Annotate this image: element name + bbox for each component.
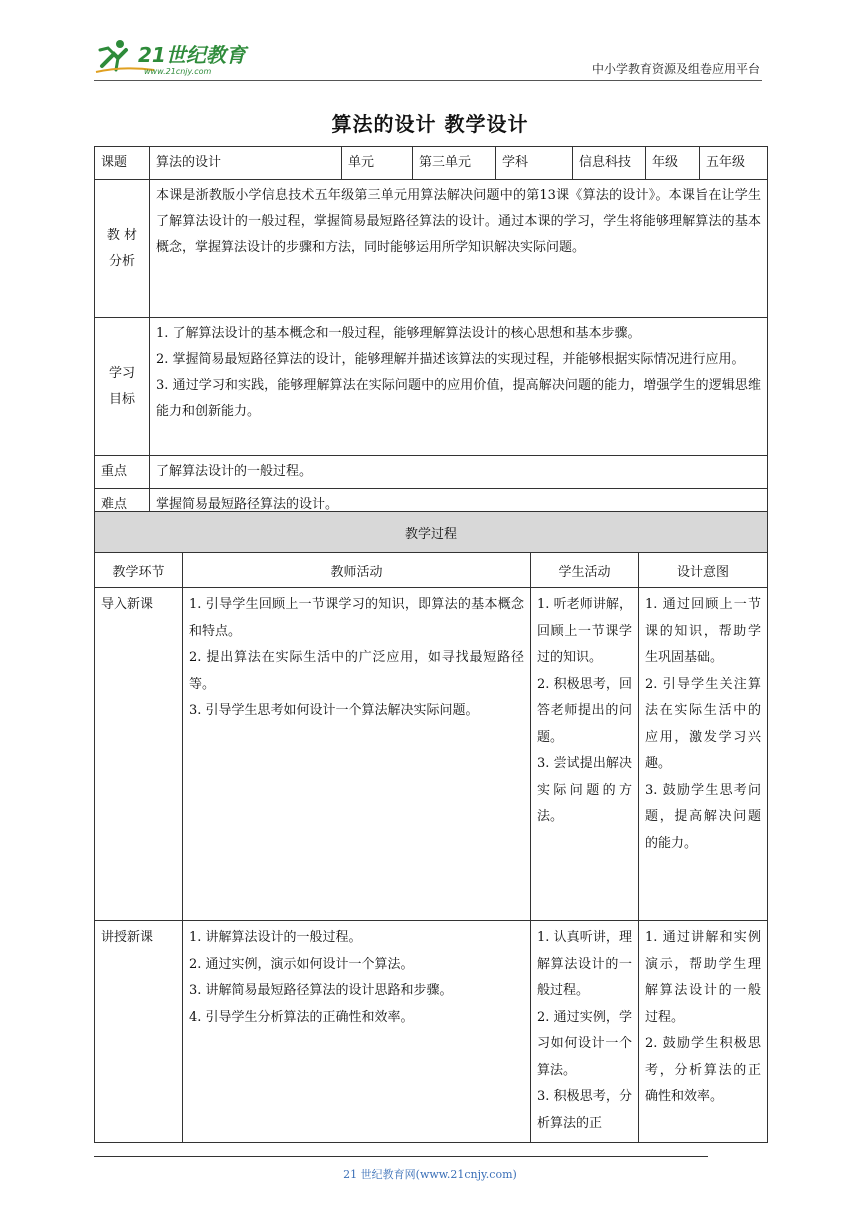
page-header bbox=[94, 36, 760, 80]
teacher-item: 1. 讲解算法设计的一般过程。 bbox=[189, 930, 362, 945]
analysis-text: 本课是浙教版小学信息技术五年级第三单元用算法解决问题中的第13课《算法的设计》。本课旨在让学生了解算法设计的一般过程，掌握简易最短路径算法的设计。通过本课的学习，学生将能够理解算法的基本概念，掌握算法设计的步骤和方法，同时能够运用所学知识解决实际问题。 bbox=[150, 180, 768, 318]
runner-logo-icon bbox=[94, 36, 264, 76]
teacher-item: 2. 通过实例，演示如何设计一个算法。 bbox=[189, 956, 414, 972]
teacher-activity-cell bbox=[183, 588, 531, 921]
student-item: 1. 认真听讲，理解算法设计的一般过程。 bbox=[537, 930, 632, 998]
student-item: 2. 积极思考，回答老师提出的问题。 bbox=[537, 676, 632, 745]
intent-item: 2. 引导学生关注算法在实际生活中的应用，激发学习兴趣。 bbox=[645, 676, 762, 771]
goal-item: 1. 了解算法设计的基本概念和一般过程，能够理解算法设计的核心思想和基本步骤。 bbox=[156, 326, 641, 341]
footer-link[interactable]: 21 世纪教育网(www.21cnjy.com) bbox=[343, 1168, 517, 1181]
student-item: 2. 通过实例，学习如何设计一个算法。 bbox=[537, 1009, 632, 1078]
key-row bbox=[95, 456, 768, 489]
analysis-row bbox=[95, 180, 768, 318]
platform-name: 中小学教育资源及组卷应用平台 bbox=[591, 62, 760, 76]
goals-row bbox=[95, 318, 768, 456]
process-row-lecture bbox=[95, 921, 768, 1143]
goal-item: 2. 掌握简易最短路径算法的设计，能够理解并描述该算法的实现过程，并能够根据实际情况进行应用。 bbox=[156, 352, 745, 367]
col-header-stage: 教学环节 bbox=[95, 553, 183, 588]
analysis-label: 教 材 分析 bbox=[95, 180, 150, 318]
intent-item: 3. 鼓励学生思考问题，提高解决问题的能力。 bbox=[645, 782, 762, 851]
teacher-item: 2. 提出算法在实际生活中的广泛应用，如寻找最短路径等。 bbox=[189, 650, 524, 692]
teaching-process-table bbox=[94, 511, 768, 1143]
label-course: 课题 bbox=[95, 147, 150, 180]
intent-item: 2. 鼓励学生积极思考，分析算法的正确性和效率。 bbox=[645, 1036, 762, 1104]
key-text: 了解算法设计的一般过程。 bbox=[150, 456, 768, 489]
info-row bbox=[95, 147, 768, 180]
document-title: 算法的设计 教学设计 bbox=[331, 112, 529, 136]
col-header-student: 学生活动 bbox=[531, 553, 639, 588]
goal-item: 3. 通过学习和实践，能够理解算法在实际问题中的应用价值，提高解决问题的能力，增强学生的逻辑思维能力和创新能力。 bbox=[156, 378, 761, 419]
teacher-activity-cell bbox=[183, 921, 531, 1143]
goals-label: 学习 目标 bbox=[95, 318, 150, 456]
label-unit: 单元 bbox=[342, 147, 413, 180]
goals-list bbox=[150, 318, 768, 456]
process-header-row bbox=[95, 553, 768, 588]
intent-item: 1. 通过回顾上一节课的知识，帮助学生巩固基础。 bbox=[645, 597, 762, 665]
header-divider bbox=[94, 80, 762, 81]
footer-divider bbox=[94, 1156, 708, 1157]
student-item: 3. 尝试提出解决实际问题的方法。 bbox=[537, 756, 632, 824]
process-row-intro bbox=[95, 588, 768, 921]
key-label: 重点 bbox=[95, 456, 150, 489]
label-subject: 学科 bbox=[496, 147, 573, 180]
label-grade: 年级 bbox=[646, 147, 700, 180]
col-header-intent: 设计意图 bbox=[639, 553, 768, 588]
student-activity-cell bbox=[531, 588, 639, 921]
logo-text: 21世纪教育 bbox=[138, 43, 246, 67]
course-value: 算法的设计 bbox=[150, 147, 342, 180]
site-logo[interactable] bbox=[94, 36, 264, 76]
student-item: 1. 听老师讲解，回顾上一节课学过的知识。 bbox=[537, 597, 632, 665]
stage-cell bbox=[95, 588, 183, 921]
subject-value: 信息科技 bbox=[573, 147, 646, 180]
lesson-info-table bbox=[94, 146, 768, 522]
teacher-item: 4. 引导学生分析算法的正确性和效率。 bbox=[189, 1009, 414, 1025]
intent-item: 1. 通过讲解和实例演示，帮助学生理解算法设计的一般过程。 bbox=[645, 930, 762, 1025]
stage-label: 导入新课 bbox=[101, 597, 154, 612]
teacher-item: 1. 引导学生回顾上一节课学习的知识，即算法的基本概念和特点。 bbox=[189, 597, 524, 639]
teacher-item: 3. 讲解简易最短路径算法的设计思路和步骤。 bbox=[189, 983, 453, 998]
process-title: 教学过程 bbox=[95, 512, 768, 553]
difficulty-label: 难点 bbox=[95, 489, 150, 522]
difficulty-text: 掌握简易最短路径算法的设计。 bbox=[150, 489, 768, 522]
stage-label: 讲授新课 bbox=[101, 930, 154, 945]
stage-cell bbox=[95, 921, 183, 1143]
teacher-item: 3. 引导学生思考如何设计一个算法解决实际问题。 bbox=[189, 703, 479, 718]
student-item: 3. 积极思考，分析算法的正 bbox=[537, 1089, 632, 1131]
unit-value: 第三单元 bbox=[413, 147, 496, 180]
logo-url: www.21cnjy.com bbox=[144, 67, 212, 76]
process-title-row bbox=[95, 512, 768, 553]
intent-cell bbox=[639, 588, 768, 921]
student-activity-cell bbox=[531, 921, 639, 1143]
intent-cell bbox=[639, 921, 768, 1143]
col-header-teacher: 教师活动 bbox=[183, 553, 531, 588]
grade-value: 五年级 bbox=[700, 147, 768, 180]
